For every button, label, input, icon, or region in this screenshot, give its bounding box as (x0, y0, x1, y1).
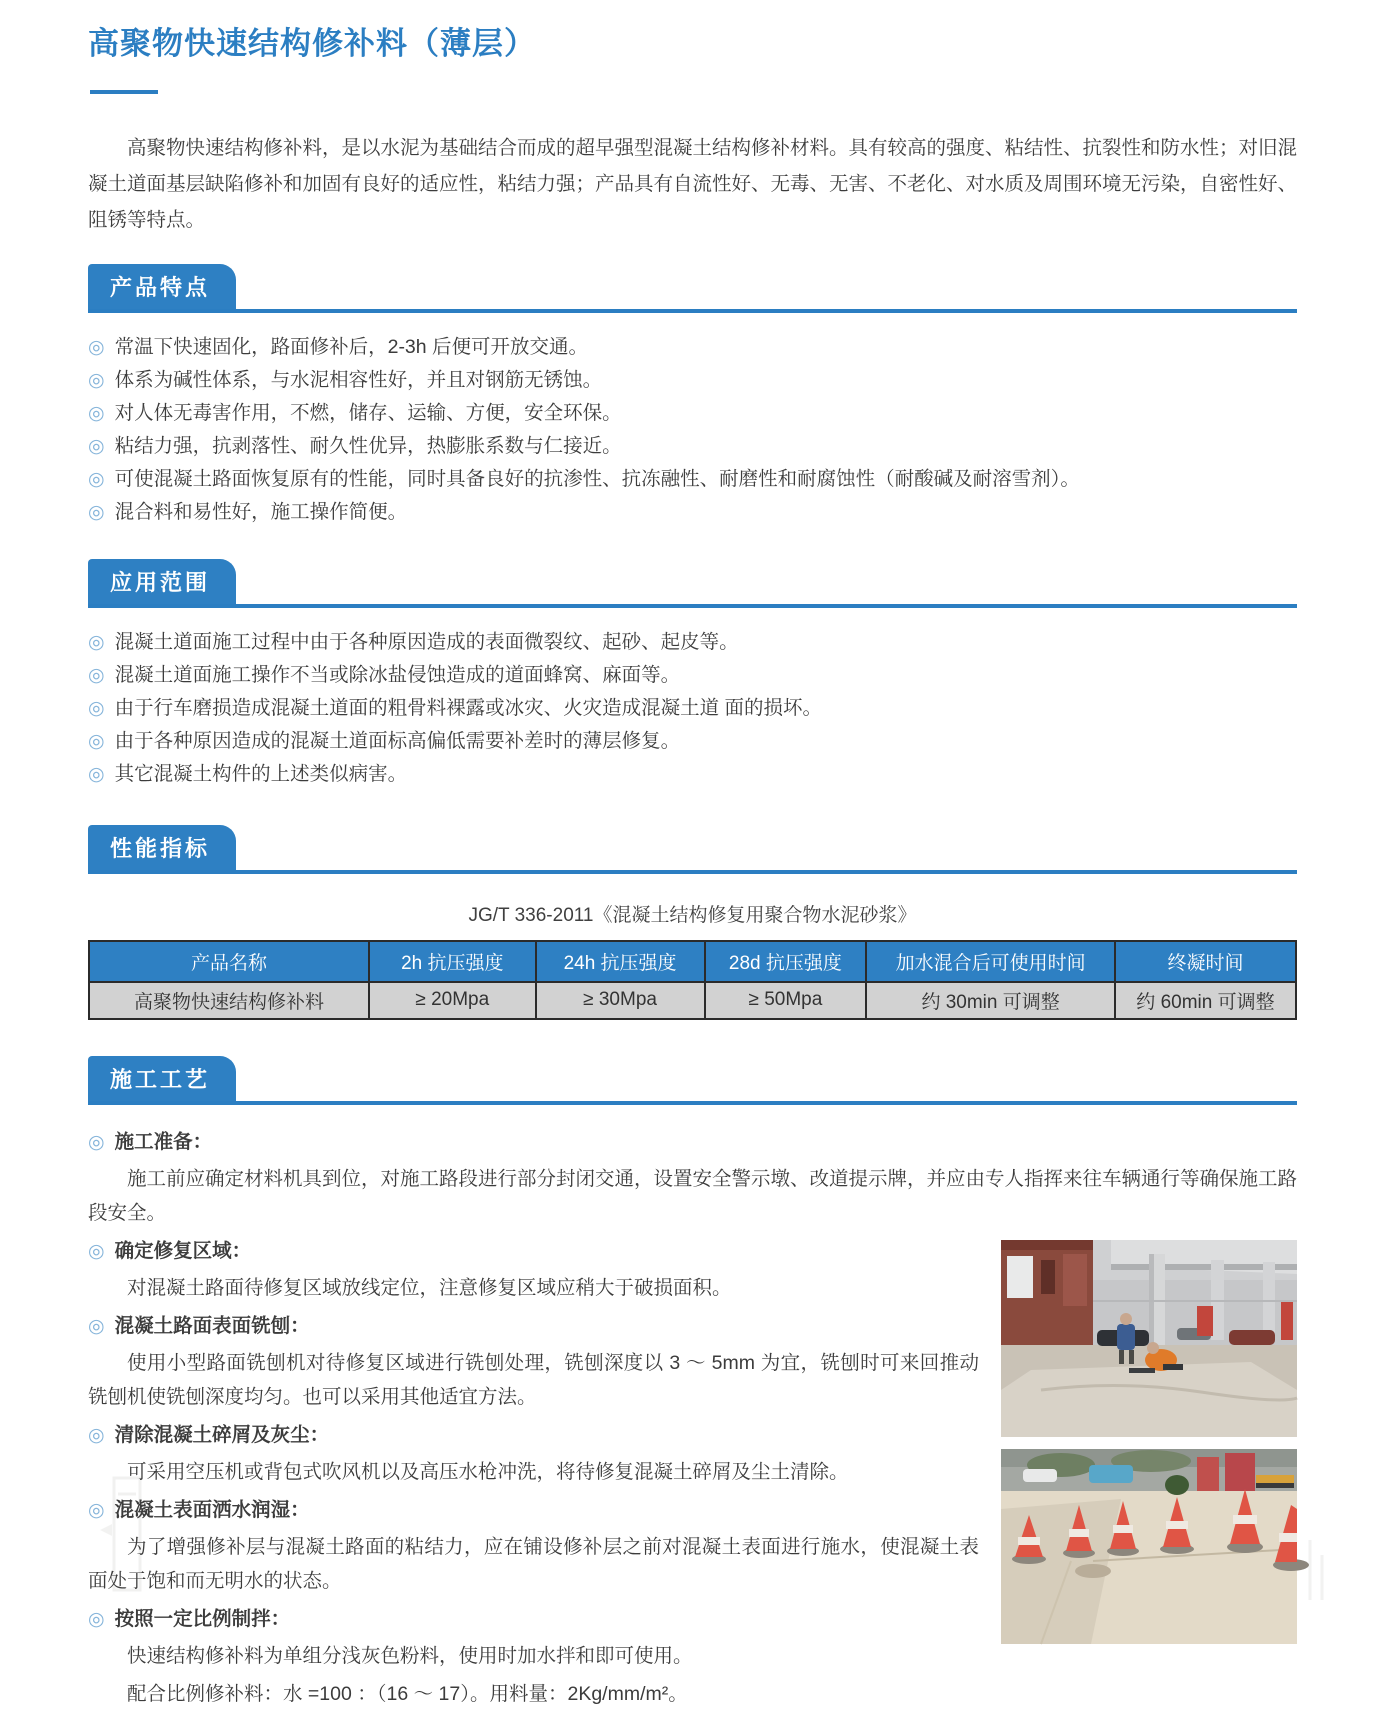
table-cell: ≥ 50Mpa (705, 982, 867, 1019)
list-item-text: 对人体无毒害作用，不燃，储存、运输、方便，安全环保。 (114, 401, 622, 424)
list-item-text: 混凝土道面施工过程中由于各种原因造成的表面微裂纹、起砂、起皮等。 (114, 630, 739, 653)
list-item (88, 397, 1297, 430)
ring-bullet-icon: ◎ (88, 1424, 105, 1446)
section-tab-performance: 性能指标 (88, 825, 236, 870)
column-header: 加水混合后可使用时间 (866, 941, 1115, 982)
ring-bullet-icon: ◎ (88, 501, 105, 523)
list-item-text: 体系为碱性体系，与水泥相容性好，并且对钢筋无锈蚀。 (114, 368, 603, 391)
table-header-row (89, 941, 1296, 982)
list-item (88, 331, 1297, 364)
ring-bullet-icon: ◎ (88, 336, 105, 358)
title-underline (90, 90, 158, 94)
section-tab-process: 施工工艺 (88, 1056, 236, 1101)
section-header-applications (88, 559, 1297, 608)
table-cell: 约 60min 可调整 (1115, 982, 1296, 1019)
ring-bullet-icon: ◎ (88, 1315, 105, 1337)
ring-bullet-icon: ◎ (88, 1240, 105, 1262)
process-content (88, 1125, 1297, 1715)
performance-standard-caption: JG/T 336-2011《混凝土结构修复用聚合物水泥砂浆》 (468, 904, 917, 926)
ring-bullet-icon: ◎ (88, 730, 105, 752)
table-row (89, 982, 1296, 1019)
list-item (88, 430, 1297, 463)
table-cell: ≥ 20Mpa (369, 982, 536, 1019)
ring-bullet-icon: ◎ (88, 697, 105, 719)
section-tab-applications: 应用范围 (88, 559, 236, 604)
intro-paragraph: 高聚物快速结构修补料，是以水泥为基础结合而成的超早强型混凝土结构修补材料。具有较高的强度、粘结性、抗裂性和防水性；对旧混凝土道面基层缺陷修补和加固有良好的适应性，粘结力强；产品具有自流性好、无毒、无害、不老化、对水质及周围环境无污染，自密性好、阻锈等特点。 (88, 136, 1298, 231)
ring-bullet-icon: ◎ (88, 402, 105, 424)
step-label-text: 施工准备： (114, 1130, 213, 1153)
column-header: 终凝时间 (1115, 941, 1296, 982)
applications-list (88, 626, 1297, 791)
process-step-body: 使用小型路面铣刨机对待修复区域进行铣刨处理，铣刨深度以 3 ～ 5mm 为宜，铣刨时可来回推动铣刨机使铣刨深度均匀。也可以采用其他适宜方法。 (88, 1351, 979, 1408)
list-item-text: 粘结力强，抗剥落性、耐久性优异，热膨胀系数与仁接近。 (114, 434, 622, 457)
process-step-body: 对混凝土路面待修复区域放线定位，注意修复区域应稍大于破损面积。 (127, 1276, 732, 1299)
table-cell: 约 30min 可调整 (866, 982, 1115, 1019)
section-tab-features: 产品特点 (88, 264, 236, 309)
list-item-text: 由于行车磨损造成混凝土道面的粗骨料裸露或冰灾、火灾造成混凝土道 面的损坏。 (114, 696, 823, 719)
page-title: 高聚物快速结构修补料（薄层） (88, 26, 536, 61)
process-step-label (88, 1125, 1297, 1160)
list-item (88, 496, 1297, 529)
process-step-body: 快速结构修补料为单组分浅灰色粉料，使用时加水拌和即可使用。 (127, 1644, 693, 1667)
process-photo-column (1001, 1240, 1297, 1644)
ring-bullet-icon: ◎ (88, 435, 105, 457)
photo-traffic-cones (1001, 1449, 1297, 1644)
ring-bullet-icon: ◎ (88, 763, 105, 785)
ring-bullet-icon: ◎ (88, 664, 105, 686)
list-item-text: 可使混凝土路面恢复原有的性能，同时具备良好的抗渗性、抗冻融性、耐磨性和耐腐蚀性（耐酸碱及耐溶雪剂）。 (114, 467, 1080, 490)
section-header-process (88, 1056, 1297, 1105)
list-item (88, 758, 1297, 791)
ring-bullet-icon: ◎ (88, 1608, 105, 1630)
step-label-text: 按照一定比例制拌： (114, 1607, 291, 1630)
ring-bullet-icon: ◎ (88, 369, 105, 391)
list-item (88, 626, 1297, 659)
ring-bullet-icon: ◎ (88, 631, 105, 653)
list-item-text: 常温下快速固化，路面修补后，2-3h 后便可开放交通。 (114, 335, 589, 358)
ring-bullet-icon: ◎ (88, 1131, 105, 1153)
photo-pavement-repair-work (1001, 1240, 1297, 1437)
step-label-text: 混凝土表面洒水润湿： (114, 1498, 310, 1521)
table-cell: ≥ 30Mpa (536, 982, 705, 1019)
step-label-text: 清除混凝土碎屑及灰尘： (114, 1423, 330, 1446)
ring-bullet-icon: ◎ (88, 468, 105, 490)
column-header: 2h 抗压强度 (369, 941, 536, 982)
process-step-body: 为了增强修补层与混凝土路面的粘结力，应在铺设修补层之前对混凝土表面进行施水，使混凝土表面处于饱和而无明水的状态。 (88, 1535, 979, 1592)
list-item (88, 692, 1297, 725)
list-item (88, 659, 1297, 692)
list-item-text: 其它混凝土构件的上述类似病害。 (114, 762, 408, 785)
list-item-text: 混合料和易性好，施工操作简便。 (114, 500, 408, 523)
column-header: 产品名称 (89, 941, 369, 982)
table-cell: 高聚物快速结构修补料 (89, 982, 369, 1019)
process-step-body: 可采用空压机或背包式吹风机以及高压水枪冲洗，将待修复混凝土碎屑及尘土清除。 (127, 1460, 849, 1483)
column-header: 24h 抗压强度 (536, 941, 705, 982)
performance-table (88, 940, 1297, 1020)
step-label-text: 混凝土路面表面铣刨： (114, 1314, 310, 1337)
section-header-features (88, 264, 1297, 313)
section-header-performance (88, 825, 1297, 874)
list-item (88, 364, 1297, 397)
ring-bullet-icon: ◎ (88, 1499, 105, 1521)
list-item-text: 由于各种原因造成的混凝土道面标高偏低需要补差时的薄层修复。 (114, 729, 681, 752)
features-list (88, 331, 1297, 529)
process-step-body: 配合比例修补料：水 =100 ：（16 ～ 17）。用料量：2Kg/mm/m²。 (127, 1682, 688, 1705)
column-header: 28d 抗压强度 (705, 941, 867, 982)
list-item-text: 混凝土道面施工操作不当或除冰盐侵蚀造成的道面蜂窝、麻面等。 (114, 663, 681, 686)
step-label-text: 确定修复区域： (114, 1239, 252, 1262)
process-step-body: 施工前应确定材料机具到位，对施工路段进行部分封闭交通，设置安全警示墩、改道提示牌，并应由专人指挥来往车辆通行等确保施工路段安全。 (88, 1167, 1298, 1224)
list-item (88, 725, 1297, 758)
list-item (88, 463, 1297, 496)
